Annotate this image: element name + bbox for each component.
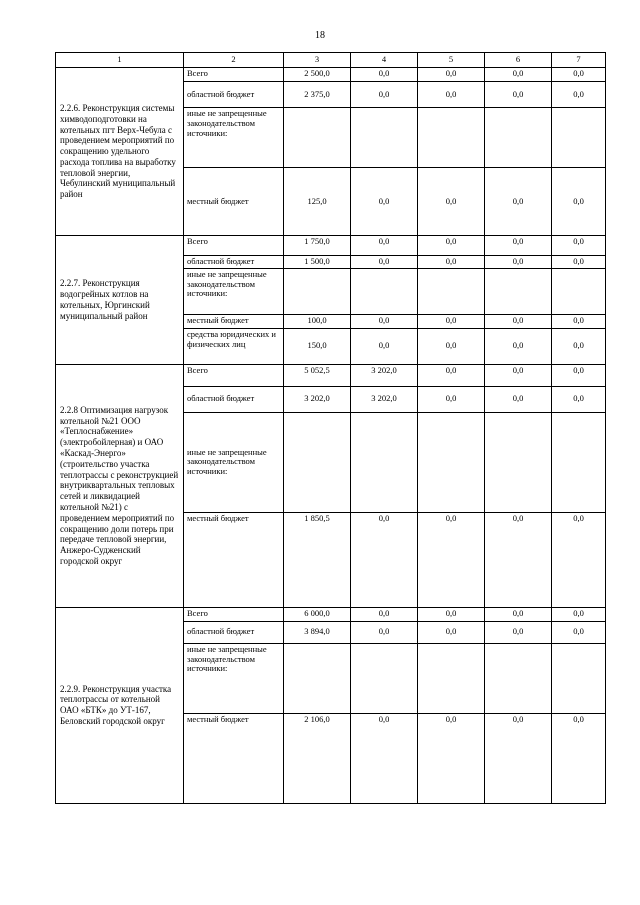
value-cell	[485, 412, 552, 512]
value-cell: 0,0	[351, 607, 418, 621]
value-cell: 0,0	[351, 168, 418, 236]
source-label: Всего	[184, 364, 284, 386]
source-label: областной бюджет	[184, 621, 284, 643]
value-cell: 0,0	[485, 386, 552, 412]
value-cell: 0,0	[485, 314, 552, 328]
source-label: местный бюджет	[184, 168, 284, 236]
header-cell: 1	[56, 53, 184, 68]
header-cell: 6	[485, 53, 552, 68]
value-cell	[284, 268, 351, 314]
table-row	[56, 68, 606, 82]
source-label: местный бюджет	[184, 713, 284, 803]
value-cell: 0,0	[351, 236, 418, 256]
value-cell: 0,0	[552, 328, 606, 364]
value-cell: 0,0	[351, 512, 418, 607]
value-cell: 0,0	[418, 713, 485, 803]
value-cell: 1 850,5	[284, 512, 351, 607]
value-cell: 0,0	[485, 621, 552, 643]
value-cell: 0,0	[418, 82, 485, 108]
value-cell: 0,0	[418, 314, 485, 328]
value-cell: 0,0	[418, 256, 485, 269]
value-cell: 0,0	[485, 364, 552, 386]
source-label: Всего	[184, 236, 284, 256]
header-cell: 5	[418, 53, 485, 68]
value-cell: 0,0	[485, 713, 552, 803]
value-cell	[351, 268, 418, 314]
value-cell: 0,0	[485, 328, 552, 364]
value-cell: 3 202,0	[351, 386, 418, 412]
measure-name: 2.2.9. Реконструкция участка теплотрассы от котельной ОАО «БТК» до УТ-167, Беловский городской округ	[56, 607, 184, 803]
value-cell	[418, 108, 485, 168]
source-label: иные не запрещенные законодательством источники:	[184, 268, 284, 314]
source-label: Всего	[184, 607, 284, 621]
value-cell	[485, 108, 552, 168]
value-cell: 0,0	[552, 68, 606, 82]
value-cell: 0,0	[485, 82, 552, 108]
value-cell: 0,0	[485, 512, 552, 607]
value-cell: 0,0	[485, 236, 552, 256]
header-cell: 3	[284, 53, 351, 68]
value-cell: 0,0	[552, 607, 606, 621]
value-cell: 6 000,0	[284, 607, 351, 621]
value-cell: 0,0	[418, 512, 485, 607]
header-row	[56, 53, 606, 68]
funding-table	[55, 52, 606, 804]
source-label: Всего	[184, 68, 284, 82]
value-cell: 0,0	[485, 168, 552, 236]
value-cell	[418, 643, 485, 713]
value-cell	[284, 412, 351, 512]
table-row	[56, 364, 606, 386]
value-cell: 0,0	[351, 314, 418, 328]
value-cell: 3 894,0	[284, 621, 351, 643]
value-cell: 0,0	[552, 512, 606, 607]
value-cell: 0,0	[351, 621, 418, 643]
value-cell	[552, 412, 606, 512]
value-cell: 1 500,0	[284, 256, 351, 269]
value-cell	[351, 412, 418, 512]
value-cell: 150,0	[284, 328, 351, 364]
source-label: областной бюджет	[184, 82, 284, 108]
value-cell: 0,0	[418, 68, 485, 82]
value-cell: 2 106,0	[284, 713, 351, 803]
measure-name: 2.2.6. Реконструкция системы химводоподготовки на котельных пгт Верх-Чебула с проведением мероприятий по сокращению удельного расхода топлива на выработку тепловой энергии, Чебулинский муниципальный район	[56, 68, 184, 236]
source-label: иные не запрещенные законодательством источники:	[184, 643, 284, 713]
page-number: 18	[315, 30, 325, 41]
value-cell: 0,0	[418, 168, 485, 236]
value-cell	[552, 643, 606, 713]
source-label: средства юридических и физических лиц	[184, 328, 284, 364]
value-cell: 0,0	[418, 364, 485, 386]
header-cell: 7	[552, 53, 606, 68]
value-cell	[418, 268, 485, 314]
value-cell: 0,0	[351, 82, 418, 108]
value-cell	[552, 108, 606, 168]
value-cell: 0,0	[552, 314, 606, 328]
value-cell	[418, 412, 485, 512]
value-cell: 0,0	[418, 386, 485, 412]
value-cell: 3 202,0	[284, 386, 351, 412]
source-label: иные не запрещенные законодательством источники:	[184, 412, 284, 512]
value-cell: 0,0	[485, 607, 552, 621]
value-cell	[485, 268, 552, 314]
value-cell: 0,0	[351, 68, 418, 82]
value-cell: 0,0	[418, 328, 485, 364]
source-label: иные не запрещенные законодательством источники:	[184, 108, 284, 168]
value-cell: 100,0	[284, 314, 351, 328]
value-cell: 3 202,0	[351, 364, 418, 386]
measure-name: 2.2.7. Реконструкция водогрейных котлов на котельных, Юргинский муниципальный район	[56, 236, 184, 365]
value-cell: 1 750,0	[284, 236, 351, 256]
value-cell: 0,0	[552, 82, 606, 108]
value-cell	[351, 643, 418, 713]
source-label: местный бюджет	[184, 512, 284, 607]
value-cell: 0,0	[418, 621, 485, 643]
value-cell: 5 052,5	[284, 364, 351, 386]
value-cell: 0,0	[552, 364, 606, 386]
value-cell	[485, 643, 552, 713]
value-cell: 0,0	[418, 607, 485, 621]
table-row	[56, 607, 606, 621]
value-cell	[284, 643, 351, 713]
value-cell: 0,0	[485, 68, 552, 82]
header-cell: 2	[184, 53, 284, 68]
value-cell: 0,0	[552, 236, 606, 256]
source-label: местный бюджет	[184, 314, 284, 328]
source-label: областной бюджет	[184, 256, 284, 269]
value-cell	[552, 268, 606, 314]
value-cell	[284, 108, 351, 168]
value-cell: 0,0	[552, 168, 606, 236]
header-cell: 4	[351, 53, 418, 68]
value-cell: 0,0	[552, 256, 606, 269]
source-label: областной бюджет	[184, 386, 284, 412]
table-row	[56, 236, 606, 256]
value-cell: 0,0	[351, 713, 418, 803]
value-cell	[351, 108, 418, 168]
value-cell: 0,0	[351, 256, 418, 269]
value-cell: 0,0	[552, 386, 606, 412]
value-cell: 0,0	[552, 621, 606, 643]
value-cell: 0,0	[552, 713, 606, 803]
value-cell: 2 500,0	[284, 68, 351, 82]
value-cell: 125,0	[284, 168, 351, 236]
value-cell: 0,0	[418, 236, 485, 256]
value-cell: 0,0	[351, 328, 418, 364]
value-cell: 2 375,0	[284, 82, 351, 108]
measure-name: 2.2.8 Оптимизация нагрузок котельной №21 ООО «Теплоснабжение» (электробойлерная) и ОАО «Каскад-Энерго» (строительство участка теплотрассы с реконструкцией внутриквартальных тепловых сетей и ликвидацией котельной №21) с проведением мероприятий по сокращению доли потерь при передаче тепловой энергии, Анжеро-Судженский городской округ	[56, 364, 184, 607]
value-cell: 0,0	[485, 256, 552, 269]
